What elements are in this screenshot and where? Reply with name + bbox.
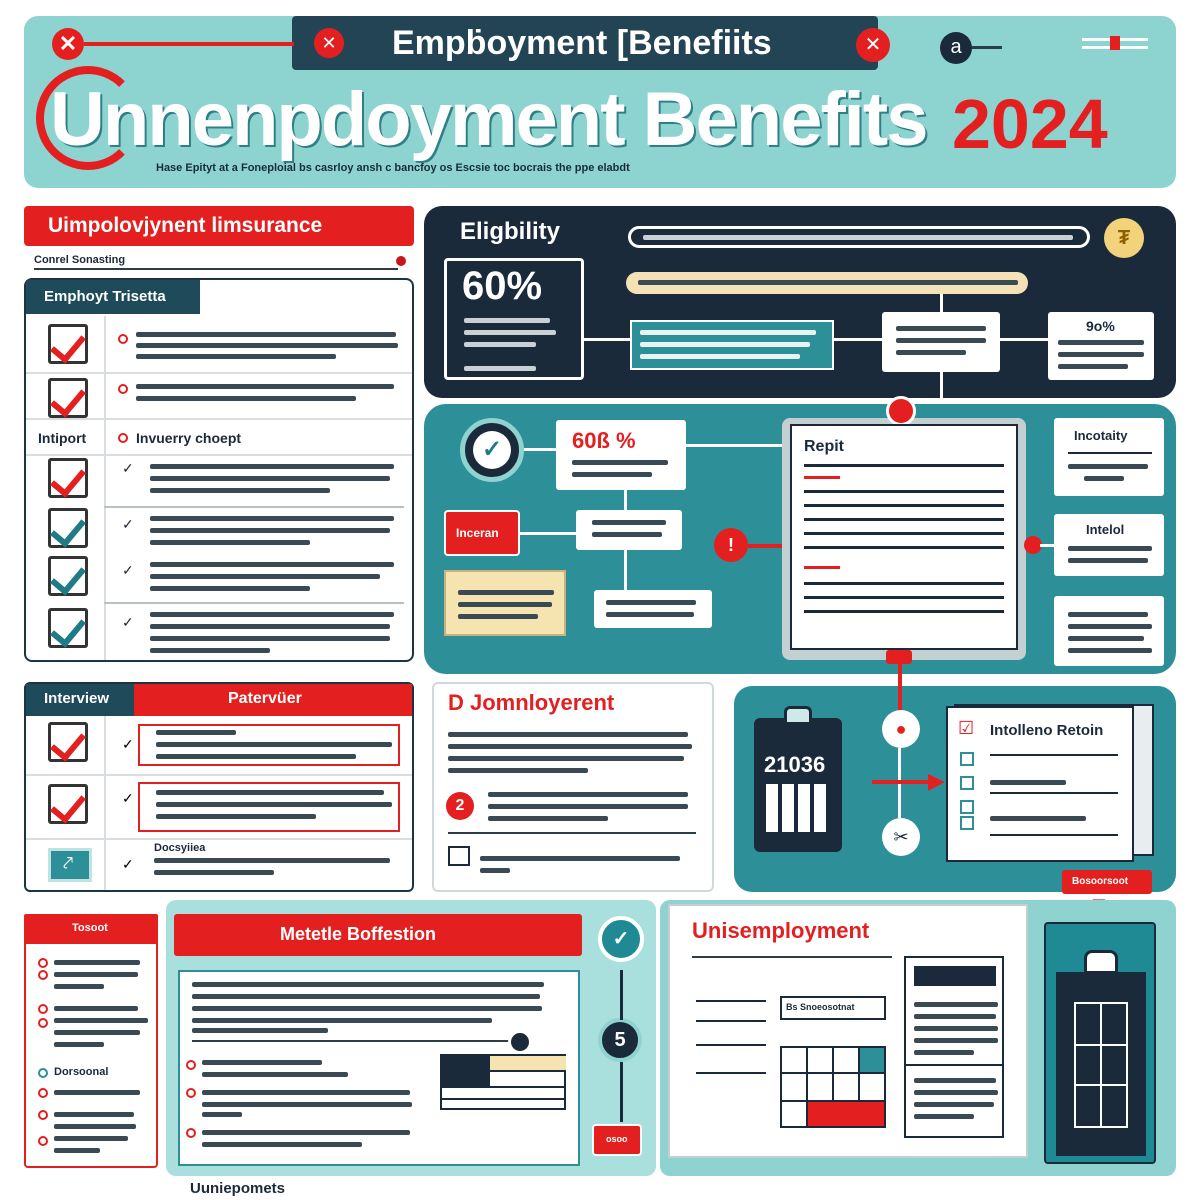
- interview-arrow-2: ✓: [122, 790, 134, 806]
- bottom-left-sub-bullet: [38, 1068, 48, 1078]
- eligibility-white-box-1: [882, 312, 1000, 372]
- calendar-dot-top: [886, 650, 912, 664]
- report-title: Repit: [804, 438, 844, 455]
- insurance-check-5[interactable]: [48, 556, 88, 596]
- insurance-tab-label[interactable]: Emphoyt Trisetta: [44, 288, 166, 305]
- eligibility-connector-4: [1000, 338, 1048, 341]
- eligibility-highlight-bar: [626, 272, 1028, 294]
- interview-note: Docsyiiea: [154, 842, 206, 854]
- process-connector-1: [524, 448, 558, 451]
- middle-small-dot: [508, 1030, 532, 1054]
- process-white-box-2: [594, 590, 712, 628]
- process-percent: 60ß %: [572, 428, 636, 453]
- unemp-title: Unisemployment: [692, 918, 870, 943]
- eligibility-connector-2: [834, 338, 882, 341]
- report-clip-icon: [886, 396, 916, 426]
- unemp-grid: [780, 1046, 886, 1128]
- process-right-box-3: [1054, 596, 1164, 666]
- unemp-side-paper: [904, 956, 1004, 1138]
- insurance-arrow-3: ✓: [122, 460, 134, 476]
- eligibility-box-percent: 9o%: [1086, 318, 1115, 334]
- header-subtitle: Hase Epityt at a Foneploial bs casrloy ansh c bancfoy os Escsie toc bocrais the ppe elabdt: [156, 162, 630, 174]
- drop-icon: ●: [882, 710, 920, 748]
- insurance-sub-label: Conrel Sonasting: [34, 254, 126, 266]
- insurance-check-4[interactable]: [48, 508, 88, 548]
- close-icon-right[interactable]: ✕: [856, 28, 890, 62]
- interview-screen-icon: ⤤: [48, 848, 92, 882]
- eligibility-teal-box: [630, 320, 834, 370]
- header-tab-title: Empḃoyment [Benefiits: [392, 24, 772, 62]
- bottom-left-title: Tosoot: [72, 922, 108, 934]
- user-avatar-icon[interactable]: a: [940, 32, 972, 64]
- clipboard-icon: [1044, 922, 1156, 1164]
- menu-icon[interactable]: [1082, 34, 1148, 54]
- interview-item-box-1: [138, 724, 400, 766]
- jomnl-title: D Jomnloyerent: [448, 690, 615, 715]
- middle-red-button-label[interactable]: osoo: [606, 1134, 628, 1144]
- coin-icon: ₮: [1104, 218, 1144, 258]
- middle-vertical-line: [620, 970, 623, 1020]
- interview-item-box-2: [138, 782, 400, 832]
- interview-arrow-3: ✓: [122, 856, 134, 872]
- bottom-left-sub: Dorsoonal: [54, 1066, 109, 1078]
- process-red-label[interactable]: Inceran: [456, 526, 499, 540]
- process-right-box-1: [1054, 418, 1164, 496]
- retain-check-icon[interactable]: ☑: [958, 718, 975, 738]
- footer-caption: Uuniepomets: [190, 1180, 286, 1197]
- eligibility-title: Eligbility: [460, 218, 561, 245]
- insurance-arrow-6: ✓: [122, 614, 134, 630]
- insurance-bullet-2: [118, 384, 128, 394]
- process-right-label-2: Intelol: [1086, 522, 1125, 537]
- tools-icon: ✂: [882, 818, 920, 856]
- calendar-icon: [754, 718, 842, 852]
- main-title: Unnenpdoyment Benefits: [50, 77, 927, 162]
- jomnl-doc-icon: [448, 846, 470, 866]
- process-white-box-1: [576, 510, 682, 550]
- calendar-connector-top: [898, 656, 902, 710]
- process-connector-4: [624, 550, 627, 590]
- process-connector-5: [686, 444, 790, 447]
- interview-title: Patervüer: [228, 690, 302, 707]
- insurance-bullet-1: [118, 334, 128, 344]
- close-icon-small[interactable]: ✕: [314, 28, 344, 58]
- interview-check-2[interactable]: [48, 784, 88, 824]
- unemp-table-label: Bs Snoeosotnat: [786, 1002, 855, 1012]
- insurance-check-1[interactable]: [48, 324, 88, 364]
- interview-check-1[interactable]: [48, 722, 88, 762]
- process-percent-box: [556, 420, 686, 490]
- eligibility-search-bar[interactable]: [628, 226, 1090, 248]
- eligibility-connector-5: [940, 372, 943, 398]
- retain-checkbox-2[interactable]: [960, 776, 974, 790]
- insurance-check-6[interactable]: [48, 608, 88, 648]
- eligibility-white-box-2: [1048, 312, 1154, 380]
- insurance-section-item: Invuerry choept: [136, 430, 242, 446]
- calendar-arrow-head: ▶: [928, 768, 945, 793]
- process-connector-6: [748, 544, 784, 548]
- insurance-section-label: Intiport: [38, 430, 87, 446]
- middle-mini-table: [440, 1054, 566, 1110]
- middle-vertical-line-2: [620, 1062, 623, 1122]
- clock-check-icon: ✓: [460, 418, 524, 482]
- interview-tab-label[interactable]: Interview: [44, 690, 110, 707]
- retain-checkbox-4[interactable]: [960, 816, 974, 830]
- insurance-column-divider: [104, 316, 106, 660]
- process-yellow-box: [444, 570, 566, 636]
- eligibility-connector-1: [584, 338, 630, 341]
- insurance-check-3[interactable]: [48, 458, 88, 498]
- bottom-left-card: [24, 914, 158, 1168]
- eligibility-percent: 60%: [462, 264, 543, 308]
- retain-title: Intolleno Retoin: [990, 722, 1104, 739]
- insurance-arrow-5: ✓: [122, 562, 134, 578]
- jomnl-badge[interactable]: 2: [446, 792, 474, 820]
- retain-checkbox-3[interactable]: [960, 800, 974, 814]
- header-divider-line: [84, 42, 294, 46]
- calendar-red-tag-label[interactable]: Bosoorsoot: [1072, 876, 1129, 887]
- insurance-sub-dot: [396, 256, 406, 266]
- interview-arrow-1: ✓: [122, 736, 134, 752]
- calendar-number: 21036: [764, 752, 826, 777]
- process-right-box-2: [1054, 514, 1164, 576]
- insurance-arrow-4: ✓: [122, 516, 134, 532]
- insurance-check-2[interactable]: [48, 378, 88, 418]
- insurance-section-bullet: [118, 433, 128, 443]
- middle-check-icon: ✓: [598, 916, 644, 962]
- close-icon[interactable]: ✕: [52, 28, 84, 60]
- process-alert-icon[interactable]: !: [714, 528, 748, 562]
- process-connector-3: [520, 532, 576, 535]
- report-right-connector: [1040, 544, 1054, 547]
- middle-title: Metetle Boffestion: [280, 924, 437, 944]
- report-paper: [790, 424, 1018, 650]
- insurance-title: Uimpolovjynent limsurance: [48, 214, 323, 237]
- process-connector-2: [624, 490, 627, 512]
- process-right-label-1: Incotaity: [1074, 428, 1128, 443]
- middle-step-badge[interactable]: 5: [598, 1018, 642, 1062]
- avatar-line: [972, 46, 1002, 49]
- retain-checkbox-1[interactable]: [960, 752, 974, 766]
- insurance-sub-line: [34, 268, 398, 270]
- year-label: 2024: [952, 85, 1108, 163]
